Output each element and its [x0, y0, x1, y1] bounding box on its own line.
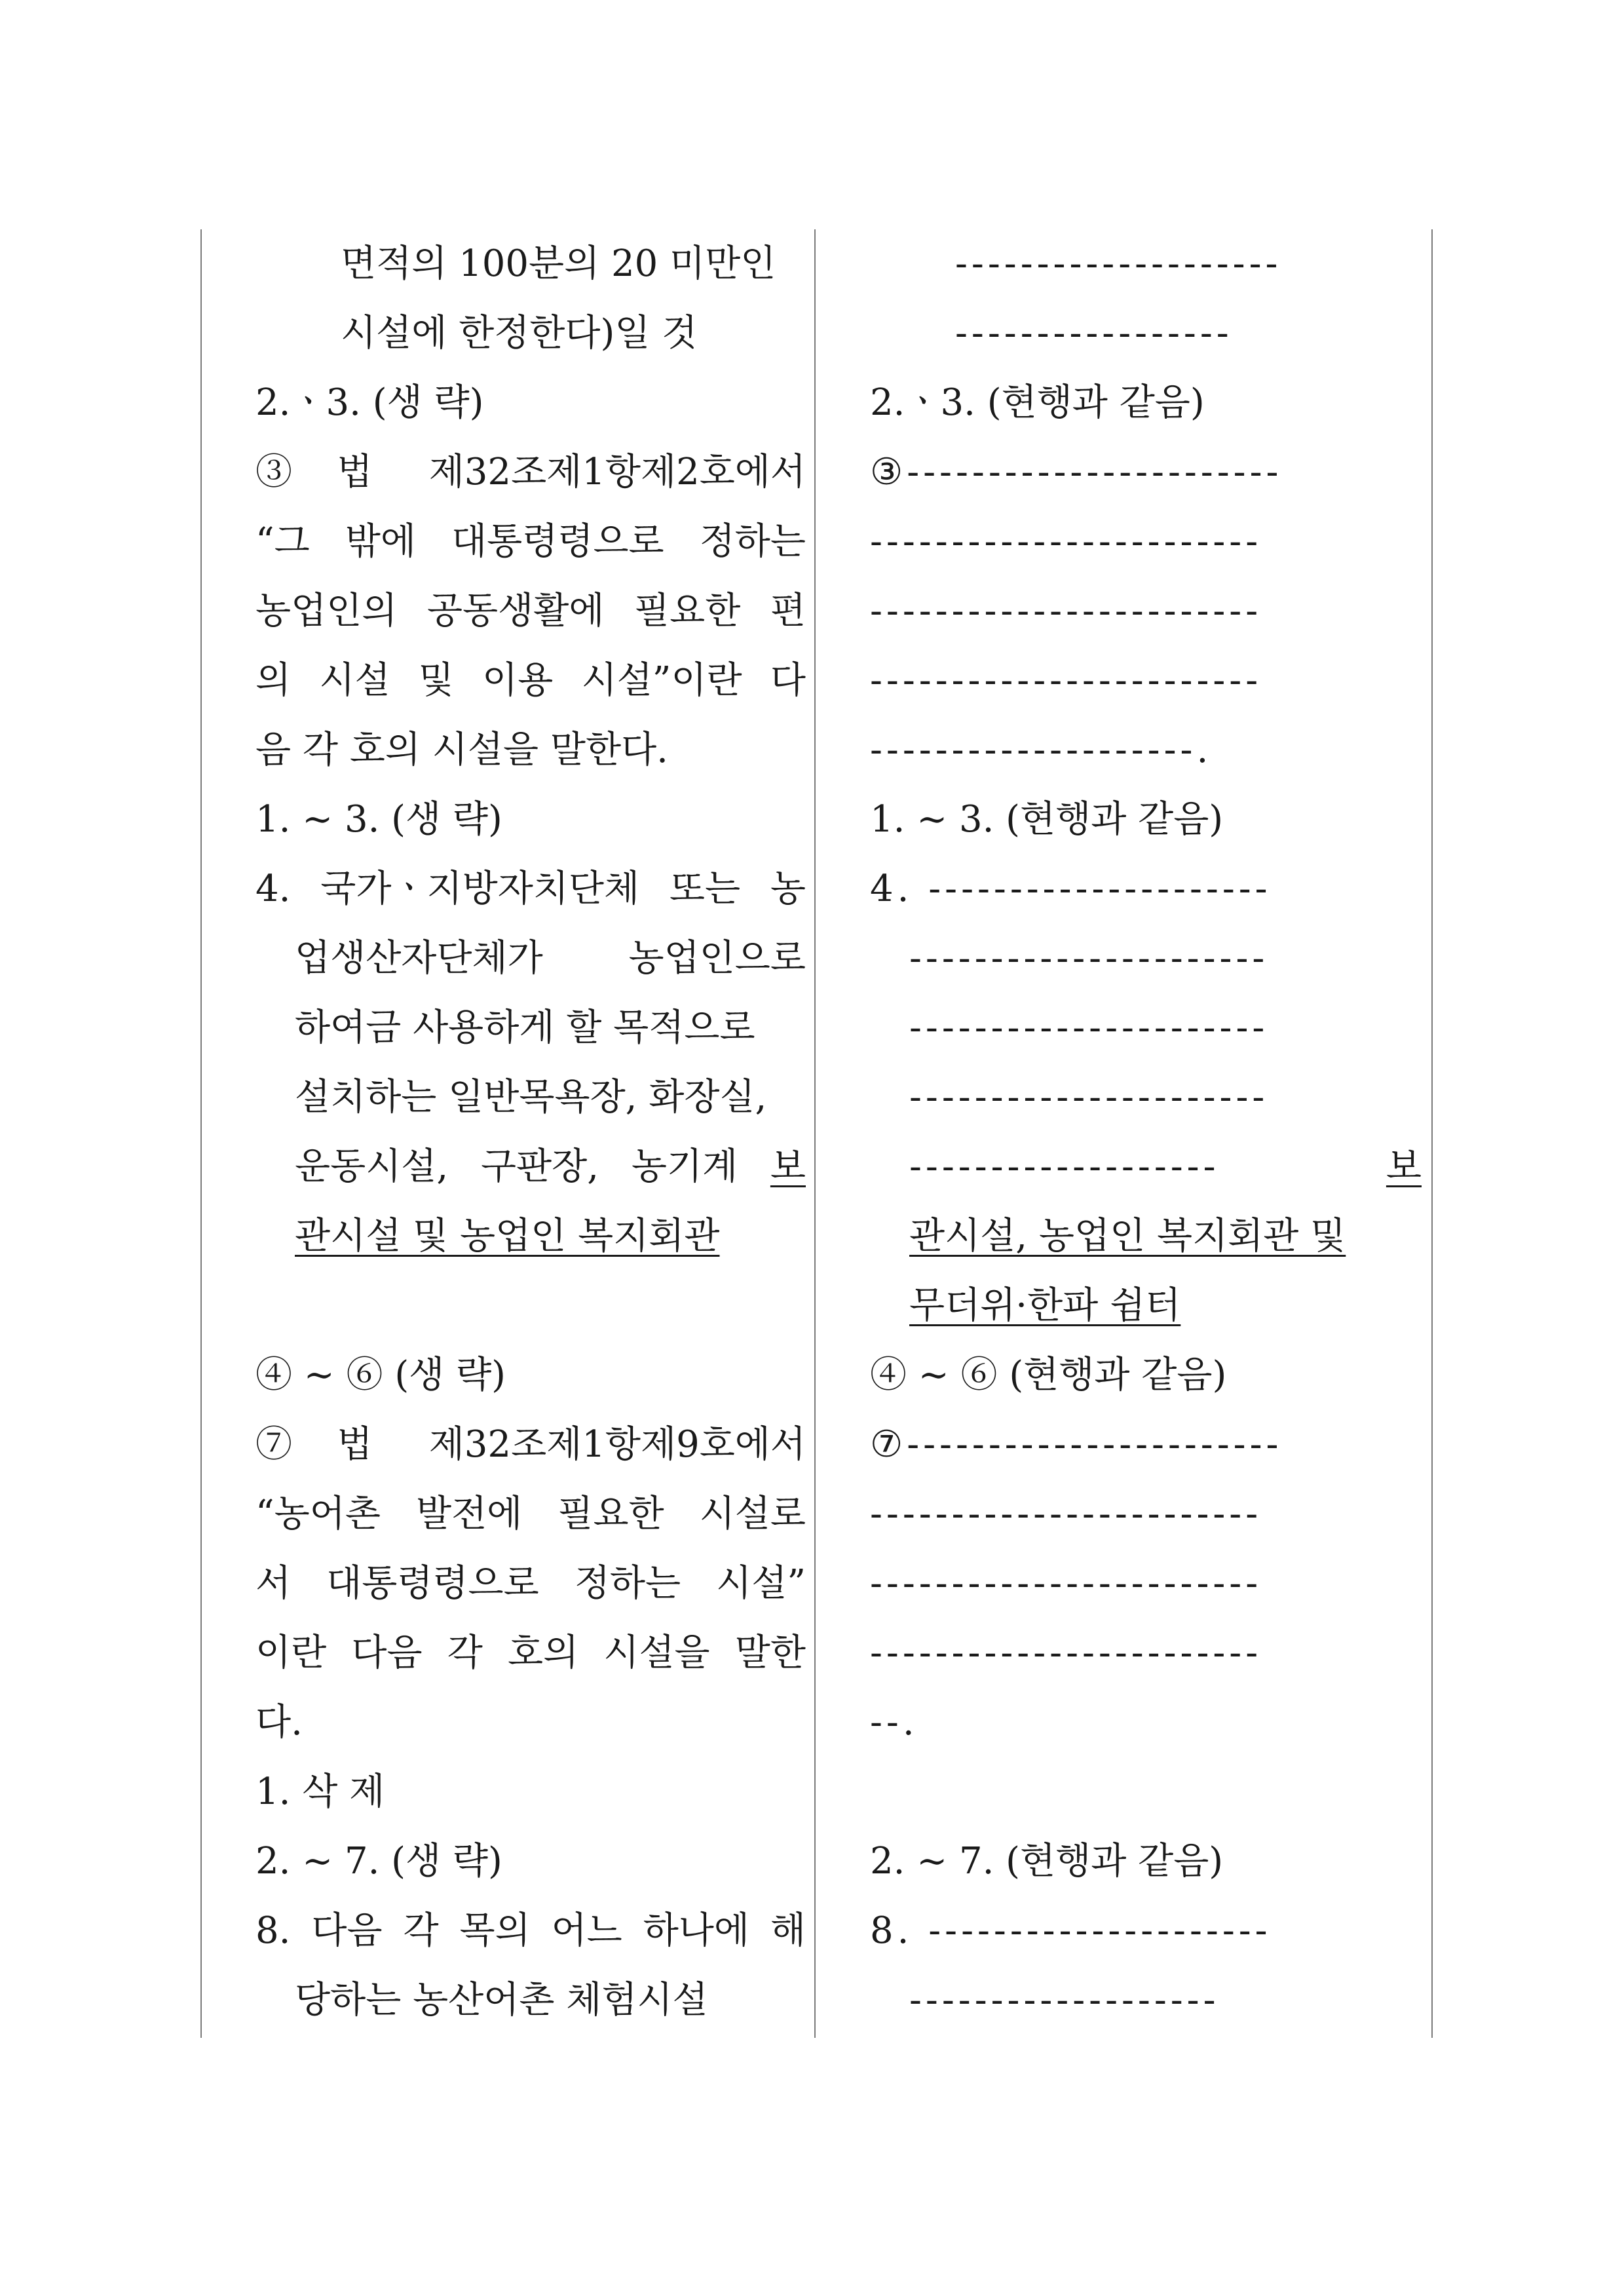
text-line: 1. ∼ 3. (생 략): [255, 798, 502, 841]
text-line: 2.ㆍ3. (현행과 같음): [870, 381, 1205, 424]
amended-text: 무더위·한파 쉼터: [909, 1284, 1181, 1327]
text-line: ----------------------: [909, 1006, 1269, 1049]
text-line: 2. ∼ 7. (생 략): [255, 1840, 502, 1883]
text-line: --.: [870, 1701, 918, 1744]
text-line: 시설에 한정한다)일 것: [341, 312, 698, 354]
text-line: 1. 삭 제: [255, 1770, 385, 1813]
amended-text: 관시설, 농업인 복지회관 및: [909, 1215, 1346, 1257]
text-line: ----------------------: [909, 937, 1269, 980]
text-line: [870, 1202, 1422, 1271]
text-line: [255, 1202, 806, 1271]
text-line: ------------------------: [870, 659, 1262, 702]
blank-line: [255, 1271, 806, 1341]
text-line: ------------------------: [870, 520, 1262, 563]
text-line: ⑦-----------------------: [870, 1423, 1283, 1466]
text-line: 이란 다음 각 호의 시설을 말한: [255, 1632, 806, 1674]
text-line: ------------------------: [870, 1493, 1262, 1535]
text-line: 당하는 농산어촌 체험시설: [295, 1979, 708, 2021]
text-line: 8. 다음 각 목의 어느 하나에 해: [255, 1909, 806, 1952]
text-line: 하여금 사용하게 할 목적으로: [295, 1006, 755, 1049]
text-line: 의 시설 및 이용 시설”이란 다: [255, 659, 806, 702]
current-text-column: [255, 229, 806, 2035]
text-line: -----------------: [955, 312, 1233, 354]
amended-text: 보: [770, 1145, 806, 1188]
text-line: 업생산자단체가 농업인으로: [295, 937, 806, 980]
amended-text: 보: [1386, 1145, 1422, 1188]
text-line: 서 대통령령으로 정하는 시설”: [255, 1562, 806, 1605]
text-line: ③-----------------------: [870, 451, 1283, 493]
text-line: “농어촌 발전에 필요한 시설로: [255, 1493, 806, 1535]
column-divider: [814, 229, 816, 2038]
text-line: 4. 국가ㆍ지방자치단체 또는 농: [255, 868, 806, 910]
text-line: 음 각 호의 시설을 말한다.: [255, 729, 668, 771]
blank-line: [870, 1757, 1422, 1827]
text-line: 설치하는 일반목욕장, 화장실,: [295, 1076, 767, 1119]
text-line: ④ ∼ ⑥ (현행과 같음): [870, 1354, 1227, 1396]
text-line: [870, 1132, 1422, 1202]
text-line: ⑦법 제32조제1항제9호에서: [255, 1423, 806, 1466]
text-line: [870, 1271, 1422, 1341]
text-line: ------------------------: [870, 1632, 1262, 1674]
text-line: ------------------------: [870, 1562, 1262, 1605]
text-line: 다.: [255, 1701, 303, 1744]
text-line: 2. ∼ 7. (현행과 같음): [870, 1840, 1224, 1883]
text-segment: -------------------: [909, 1145, 1220, 1188]
text-line: ③법 제32조제1항제2호에서: [255, 451, 806, 493]
text-line: -------------------: [909, 1979, 1220, 2021]
table-border-right: [1431, 229, 1433, 2038]
text-segment: 운동시설, 구판장, 농기계: [295, 1145, 770, 1188]
amended-text: 관시설 및 농업인 복지회관: [295, 1215, 720, 1257]
text-line: --------------------.: [870, 729, 1213, 771]
text-line: 8. ---------------------: [870, 1909, 1272, 1952]
text-line: 4. ---------------------: [870, 868, 1272, 910]
revised-text-column: [870, 229, 1422, 2035]
table-border-left: [200, 229, 202, 2038]
text-line: 농업인의 공동생활에 필요한 편: [255, 590, 806, 632]
text-line: “그 밖에 대통령령으로 정하는: [255, 520, 806, 563]
text-line: 2.ㆍ3. (생 략): [255, 381, 484, 424]
text-line: ------------------------: [870, 590, 1262, 632]
text-line: 1. ∼ 3. (현행과 같음): [870, 798, 1224, 841]
text-line: 면적의 100분의 20 미만인: [341, 242, 776, 285]
text-line: ----------------------: [909, 1076, 1269, 1119]
text-line: ④ ∼ ⑥ (생 략): [255, 1354, 506, 1396]
text-line: [255, 1132, 806, 1202]
text-line: --------------------: [955, 242, 1282, 285]
